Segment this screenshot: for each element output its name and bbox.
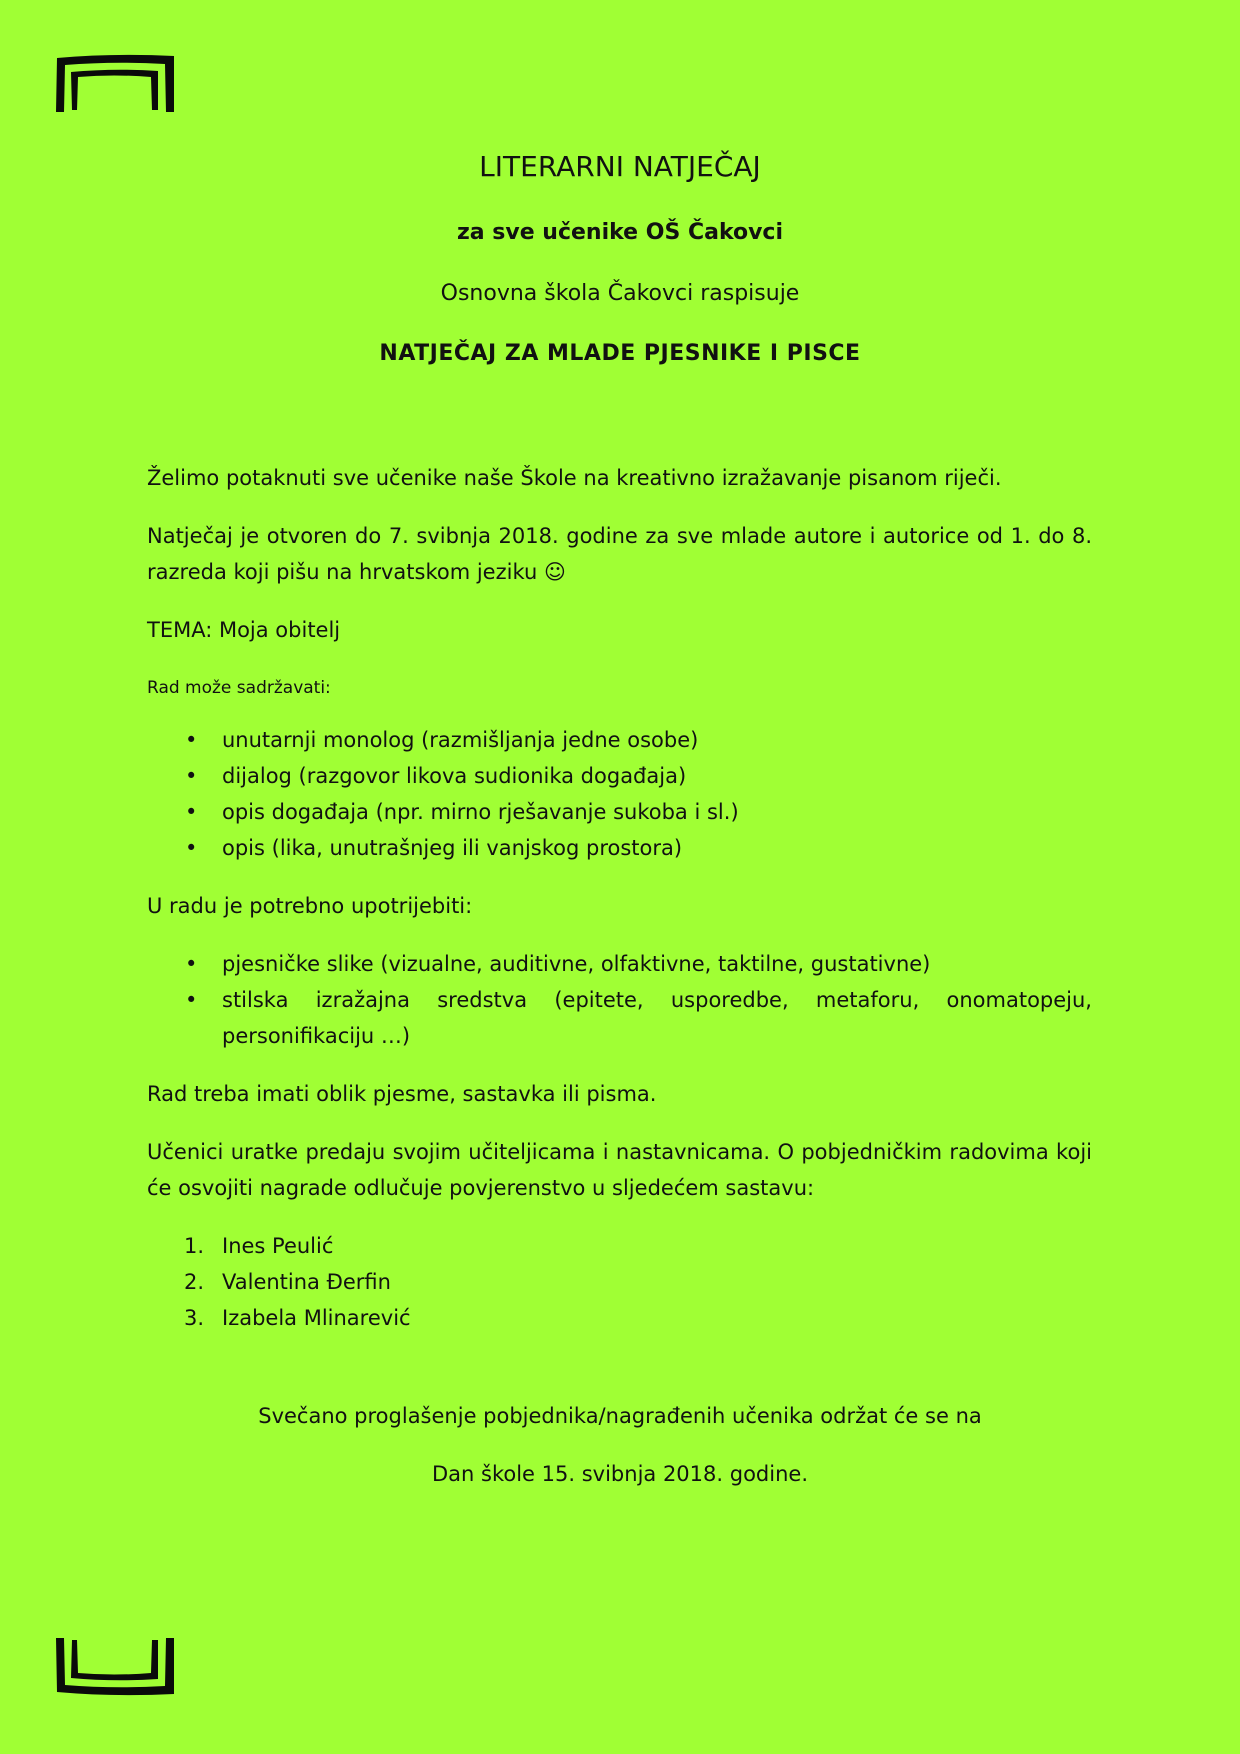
committee-list <box>147 1228 1092 1336</box>
committee-member <box>147 1264 1092 1300</box>
form-paragraph: Rad treba imati oblik pjesme, sastavka ili pisma. <box>147 1082 657 1106</box>
may-contain-label: Rad može sadržavati: <box>147 678 331 698</box>
may-contain-list <box>147 722 1092 866</box>
top-ornament-inner <box>71 70 158 110</box>
document-subtitle: za sve učenike OŠ Čakovci <box>456 220 784 245</box>
announcement-line-2: Dan škole 15. svibnja 2018. godine. <box>432 1462 808 1486</box>
bullet-mark: • <box>185 952 198 976</box>
list-item: • opis događaja (npr. mirno rješavanje sukoba i sl.) <box>147 794 1092 830</box>
top-corner-ornament <box>54 52 176 114</box>
bullet-mark: • <box>185 800 198 824</box>
bullet-mark: • <box>185 836 198 860</box>
list-number: 3. <box>184 1306 205 1330</box>
list-item: • dijalog (razgovor likova sudionika događaja) <box>147 758 1092 794</box>
committee-member <box>147 1228 1092 1264</box>
list-item: • unutarnji monolog (razmišljanja jedne osobe) <box>147 722 1092 758</box>
bottom-ornament-inner <box>71 1640 158 1680</box>
announcement-line-1: Svečano proglašenje pobjednika/nagrađenih učenika održat će se na <box>258 1404 982 1428</box>
document-body <box>147 460 1092 1358</box>
list-item: • stilska izražajna sredstva (epitete, usporedbe, metaforu, onomatopeju, personifikaciju …) <box>147 982 1092 1054</box>
bullet-mark: • <box>185 988 198 1012</box>
theme-line: TEMA: Moja obitelj <box>147 618 341 642</box>
list-item: • opis (lika, unutrašnjeg ili vanjskog prostora) <box>147 830 1092 866</box>
intro-paragraph: Želimo potaknuti sve učenike naše Škole na kreativno izražavanje pisanom riječi. <box>147 466 1002 490</box>
committee-member <box>147 1300 1092 1336</box>
bullet-mark: • <box>185 728 198 752</box>
bottom-corner-ornament <box>54 1636 176 1698</box>
list-item: • pjesničke slike (vizualne, auditivne, olfaktivne, taktilne, gustativne) <box>147 946 1092 982</box>
open-until-paragraph: Natječaj je otvoren do 7. svibnja 2018. godine za sve mlade autore i autorice od 1. do 8. razreda koji pišu na hrvatskom jeziku ☺ <box>147 524 1092 584</box>
list-number: 2. <box>184 1270 205 1294</box>
document-title: LITERARNI NATJEČAJ <box>479 150 761 183</box>
member-name: Valentina Đerfin <box>222 1270 391 1294</box>
must-use-label: U radu je potrebno upotrijebiti: <box>147 894 473 918</box>
announcer-line: Osnovna škola Čakovci raspisuje <box>440 281 800 306</box>
must-use-list <box>147 946 1092 1054</box>
list-number: 1. <box>184 1234 205 1258</box>
contest-heading: NATJEČAJ ZA MLADE PJESNIKE I PISCE <box>379 341 861 366</box>
bullet-mark: • <box>185 764 198 788</box>
committee-paragraph: Učenici uratke predaju svojim učiteljicama i nastavnicama. O pobjedničkim radovima koji će osvojiti nagrade odlučuje povjerenstvo u sljedećem sastavu: <box>147 1140 1092 1200</box>
member-name: Izabela Mlinarević <box>222 1306 411 1330</box>
member-name: Ines Peulić <box>222 1234 334 1258</box>
